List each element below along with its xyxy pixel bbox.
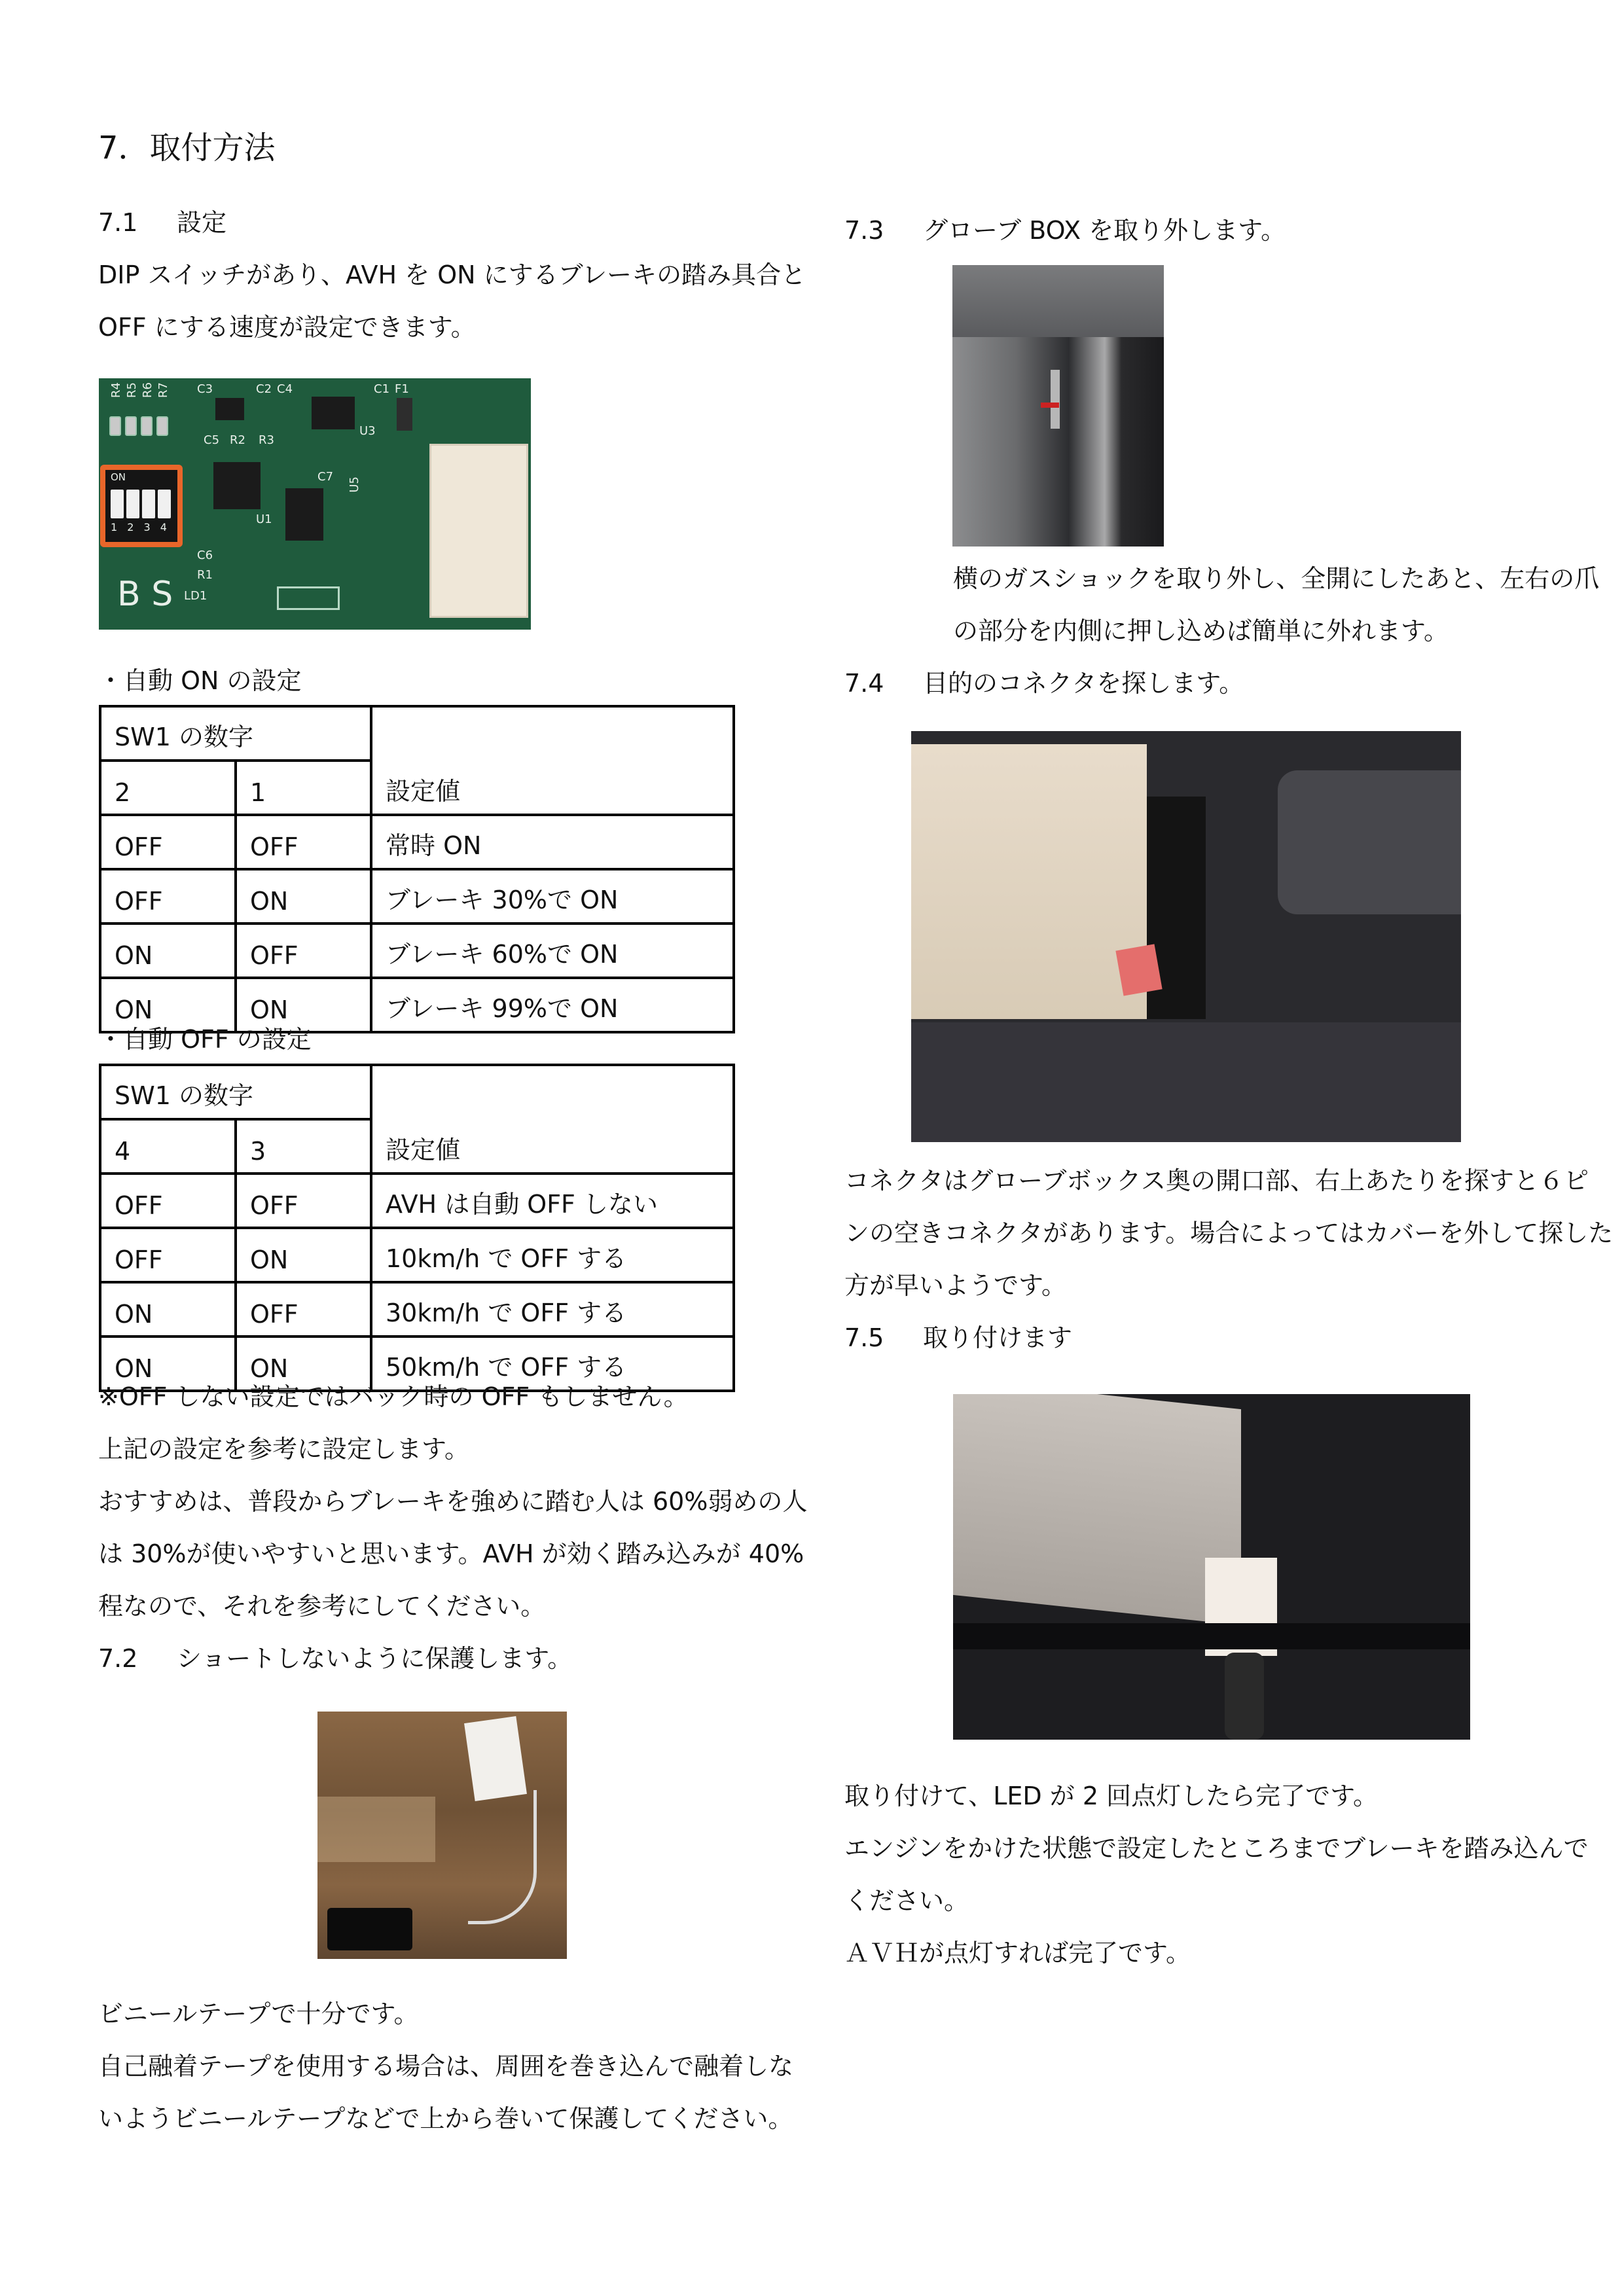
table-cell: ON (100, 924, 236, 978)
pcb-label: R1 (197, 568, 213, 582)
table-cell: ON (100, 978, 236, 1032)
dip-switch-3 (142, 490, 155, 518)
gas-shock (1051, 370, 1060, 429)
table-value-header: 設定値 (371, 1065, 734, 1174)
section-number: 7.2 (98, 1644, 138, 1673)
body-line: ビニールテープで十分です。 (98, 2000, 419, 2028)
pcb-label: R5 (125, 382, 139, 398)
table-col-header: 4 (100, 1119, 236, 1174)
dip-on-label: ON (111, 471, 126, 483)
note-line: ※OFF しない設定ではバック時の OFF もしません。 (98, 1382, 689, 1411)
pcb-label: C1 (374, 382, 390, 396)
section-title: グローブ BOX を取り外します。 (923, 216, 1286, 245)
body-line: ＡＶＨが点灯すれば完了です。 (844, 1939, 1191, 1967)
table-cell: ON (236, 1228, 371, 1282)
section-7-4-heading (844, 669, 1244, 698)
body-line: エンジンをかけた状態で設定したところまでブレーキを踏み込んで (844, 1834, 1589, 1863)
pcb-label: C2 (256, 382, 272, 396)
resistor-pad (156, 416, 168, 436)
connector-location-photo (911, 731, 1461, 1142)
body-line: ください。 (844, 1886, 969, 1915)
note-line: 程なので、それを参考にしてください。 (98, 1592, 546, 1621)
table-col-header: 2 (100, 761, 236, 815)
resistor-pad (125, 416, 137, 436)
connector-housing (429, 444, 528, 618)
note-line: おすすめは、普段からブレーキを強めに踏む人は 60%弱めの人 (98, 1487, 808, 1516)
table-group-header: SW1 の数字 (100, 706, 371, 761)
table-cell: OFF (100, 815, 236, 869)
note-line: は 30%が使いやすいと思います。AVH が効く踏み込みが 40% (98, 1539, 804, 1568)
section-number: 7.5 (844, 1323, 884, 1352)
table-cell: OFF (100, 869, 236, 924)
body-line: 方が早いようです。 (844, 1271, 1066, 1300)
table-row (100, 1228, 734, 1282)
table-cell: ブレーキ 99%で ON (371, 978, 734, 1032)
pcb-label: U1 (256, 512, 272, 526)
table-row (100, 815, 734, 869)
body-line: いようビニールテープなどで上から巻いて保護してください。 (98, 2104, 793, 2133)
table-cell: 30km/h で OFF する (371, 1282, 734, 1336)
note-line: 上記の設定を参考に設定します。 (98, 1435, 469, 1463)
page-title: 7．取付方法 (98, 130, 276, 166)
table-group-header: SW1 の数字 (100, 1065, 371, 1119)
pcb-label: R2 (230, 433, 245, 447)
body-line: コネクタはグローブボックス奥の開口部、右上あたりを探すと６ピ (844, 1166, 1589, 1195)
dash-panel (911, 1022, 1461, 1142)
table-row (100, 869, 734, 924)
tape-strip (317, 1797, 435, 1862)
body-line: の部分を内側に押し込めば簡単に外れます。 (953, 617, 1449, 645)
fuse (397, 398, 412, 431)
glovebox-top (952, 265, 1164, 337)
dip-numbers: 1 2 3 4 (111, 521, 170, 533)
pcb-label: U5 (348, 476, 361, 493)
pcb-label: C3 (197, 382, 213, 396)
table-cell: ブレーキ 30%で ON (371, 869, 734, 924)
table-cell: OFF (236, 1282, 371, 1336)
table-cell: OFF (100, 1228, 236, 1282)
pcb-logo: B S (117, 575, 173, 614)
dip-switch-2 (126, 490, 139, 518)
table-row (100, 1174, 734, 1228)
table-caption: ・自動 OFF の設定 (98, 1025, 312, 1054)
pcb-photo (99, 378, 531, 630)
installed-connector-photo (953, 1394, 1470, 1740)
dash-edge (953, 1623, 1470, 1649)
pcb-label: R6 (141, 382, 154, 398)
table-caption: ・自動 ON の設定 (98, 666, 302, 695)
taped-end (327, 1908, 412, 1950)
body-line: 横のガスショックを取り外し、全開にしたあと、左右の爪 (953, 564, 1600, 593)
pcb-label: C4 (277, 382, 293, 396)
section-number: 7.1 (98, 208, 138, 237)
white-connector (464, 1716, 527, 1801)
table-cell: ON (100, 1282, 236, 1336)
pin-header (277, 586, 340, 610)
table-cell: AVH は自動 OFF しない (371, 1174, 734, 1228)
fuse-box (953, 1394, 1241, 1625)
table-cell: OFF (236, 815, 371, 869)
resistor-pad (109, 416, 121, 436)
table-cell: ブレーキ 60%で ON (371, 924, 734, 978)
chip-u1 (213, 462, 261, 509)
section-title: 設定 (177, 208, 227, 237)
table-cell: ON (236, 978, 371, 1032)
table-cell: ON (236, 1336, 371, 1391)
intro-line: DIP スイッチがあり、AVH を ON にするブレーキの踏み具合と (98, 260, 806, 289)
section-title: 目的のコネクタを探します。 (923, 669, 1244, 698)
table-row (100, 978, 734, 1032)
pcb-label: R3 (259, 433, 274, 447)
chip-u3 (312, 397, 355, 429)
auto-off-table (99, 1064, 735, 1392)
auto-on-table (99, 705, 735, 1033)
table-cell: ON (100, 1336, 236, 1391)
body-line: 取り付けて、LED が 2 回点灯したら完了です。 (844, 1782, 1379, 1810)
intro-line: OFF にする速度が設定できます。 (98, 313, 476, 342)
table-cell: 10km/h で OFF する (371, 1228, 734, 1282)
dip-switch-4 (158, 490, 171, 518)
table-col-header: 3 (236, 1119, 371, 1174)
chip-u2 (285, 488, 323, 541)
cable (1225, 1653, 1264, 1740)
section-7-3-heading (844, 216, 1286, 245)
red-clip (1041, 403, 1059, 408)
table-cell: OFF (236, 924, 371, 978)
resistor-pad (141, 416, 153, 436)
section-title: ショートしないように保護します。 (177, 1644, 573, 1673)
section-7-2-heading (98, 1644, 572, 1673)
pcb-label: F1 (395, 382, 409, 396)
table-cell: OFF (236, 1174, 371, 1228)
pcb-label: R7 (156, 382, 170, 398)
body-line: ンの空きコネクタがあります。場合によってはカバーを外して探した (844, 1219, 1614, 1247)
table-value-header: 設定値 (371, 706, 734, 815)
harness-photo (317, 1712, 567, 1959)
table-cell: 50km/h で OFF する (371, 1336, 734, 1391)
pcb-label: R4 (109, 382, 123, 398)
fuse-box (911, 744, 1147, 1019)
target-connector (1115, 944, 1162, 996)
table-cell: 常時 ON (371, 815, 734, 869)
dip-switch-1 (111, 490, 124, 518)
table-row (100, 924, 734, 978)
pcb-label: C5 (204, 433, 220, 447)
section-7-1-heading (98, 208, 226, 237)
pcb-label: C7 (317, 470, 334, 484)
section-7-5-heading (844, 1323, 1072, 1352)
chip-u4 (215, 398, 244, 420)
pcb-label: LD1 (184, 589, 208, 603)
table-col-header: 1 (236, 761, 371, 815)
duct (1278, 770, 1461, 914)
body-line: 自己融着テープを使用する場合は、周囲を巻き込んで融着しな (98, 2052, 794, 2081)
pcb-label: C6 (197, 548, 213, 562)
section-title: 取り付けます (923, 1323, 1073, 1352)
glovebox-hinge-photo (952, 265, 1164, 547)
table-cell: OFF (100, 1174, 236, 1228)
pcb-label: U3 (359, 424, 376, 438)
table-cell: ON (236, 869, 371, 924)
section-number: 7.4 (844, 669, 884, 698)
dip-switch-highlight (100, 465, 183, 547)
table-row (100, 1282, 734, 1336)
wire (468, 1790, 537, 1924)
section-number: 7.3 (844, 216, 884, 245)
